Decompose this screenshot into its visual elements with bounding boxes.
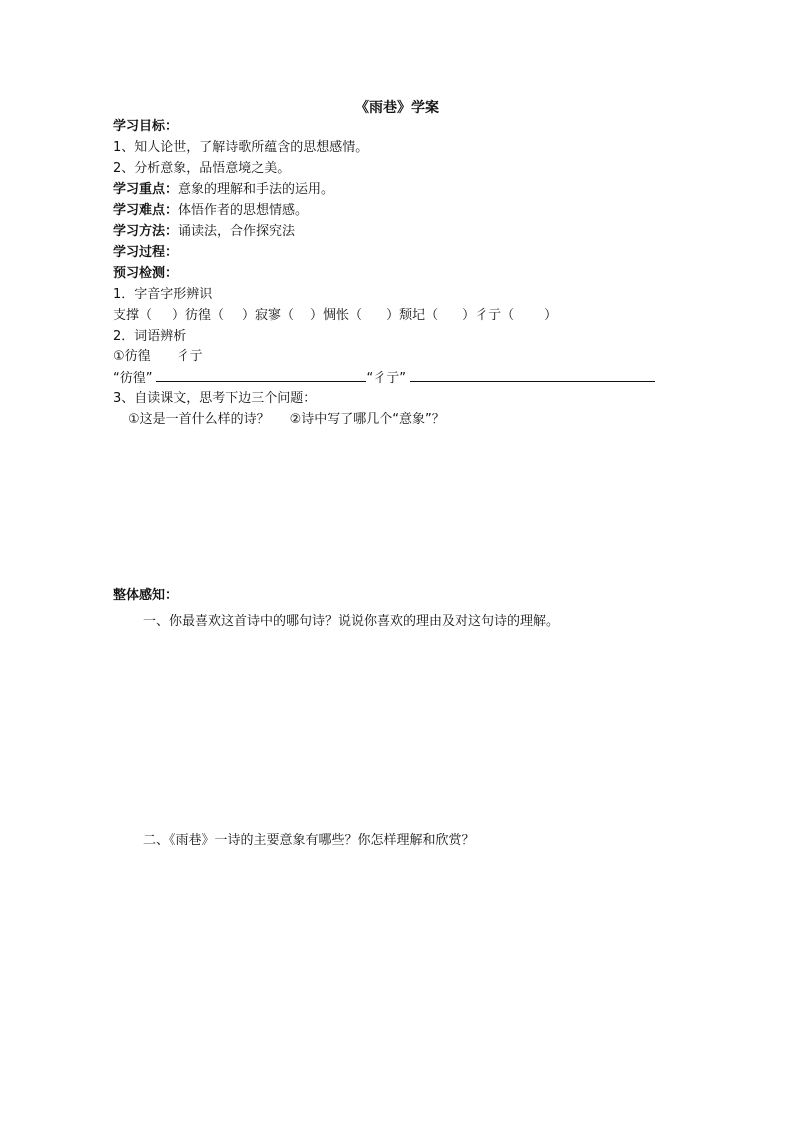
difficulty-text: 体悟作者的思想情感。	[178, 203, 309, 218]
difficulty-label: 学习难点：	[113, 203, 179, 218]
pron-word-5: ）颓圮（	[386, 308, 439, 323]
overall-heading: 整体感知：	[113, 588, 179, 603]
goals-heading: 学习目标：	[113, 119, 179, 134]
preview-heading: 预习检测：	[113, 266, 179, 281]
answer-blank-b[interactable]	[410, 369, 655, 382]
pron-word-3: ）寂寥（	[242, 308, 295, 323]
question-3-subs	[128, 411, 445, 429]
question-2-title: 2．词语辨析	[113, 329, 187, 344]
method-line	[113, 223, 295, 241]
pron-word-4: ）惆怅（	[310, 308, 363, 323]
goal-2: 2、分析意象，品悟意境之美。	[113, 161, 291, 176]
q2-word-2: 彳亍	[176, 349, 203, 364]
question-3-title: 3、自读课文，思考下边三个问题：	[113, 391, 317, 406]
pron-word-1: 支撑（	[113, 308, 153, 323]
question-1-title: 1．字音字形辨识	[113, 287, 213, 302]
pron-word-6: ）彳亍（	[462, 308, 515, 323]
focus-text: 意象的理解和手法的运用。	[178, 182, 335, 197]
q3-sub-2: ②诗中写了哪几个“意象”？	[289, 412, 445, 427]
pron-word-2: ）彷徨（	[172, 308, 225, 323]
focus-line	[113, 181, 334, 199]
focus-label: 学习重点：	[113, 182, 179, 197]
pron-word-7: ）	[544, 308, 558, 323]
q2-label-a: “彷徨”	[113, 371, 153, 386]
q3-sub-1: ①这是一首什么样的诗？	[128, 412, 270, 427]
overall-question-1: 一、你最喜欢这首诗中的哪句诗？说说你喜欢的理由及对这句诗的理解。	[143, 614, 560, 629]
process-heading: 学习过程：	[113, 245, 179, 260]
answer-blank-a[interactable]	[156, 369, 366, 382]
question-2-words	[113, 348, 203, 366]
overall-question-2: 二、《雨巷》一诗的主要意象有哪些？你怎样理解和欣赏？	[143, 833, 475, 848]
method-label: 学习方法：	[113, 224, 179, 239]
pronunciation-row	[113, 307, 557, 325]
page-title: 《雨巷》学案	[355, 100, 439, 116]
method-text: 诵读法，合作探究法	[178, 224, 296, 239]
q2-label-b: “彳亍”	[366, 371, 406, 386]
question-2-blanks	[113, 369, 655, 388]
difficulty-line	[113, 202, 308, 220]
q2-word-1: ①彷徨	[113, 349, 151, 364]
goal-1: 1、知人论世，了解诗歌所蕴含的思想感情。	[113, 140, 369, 155]
